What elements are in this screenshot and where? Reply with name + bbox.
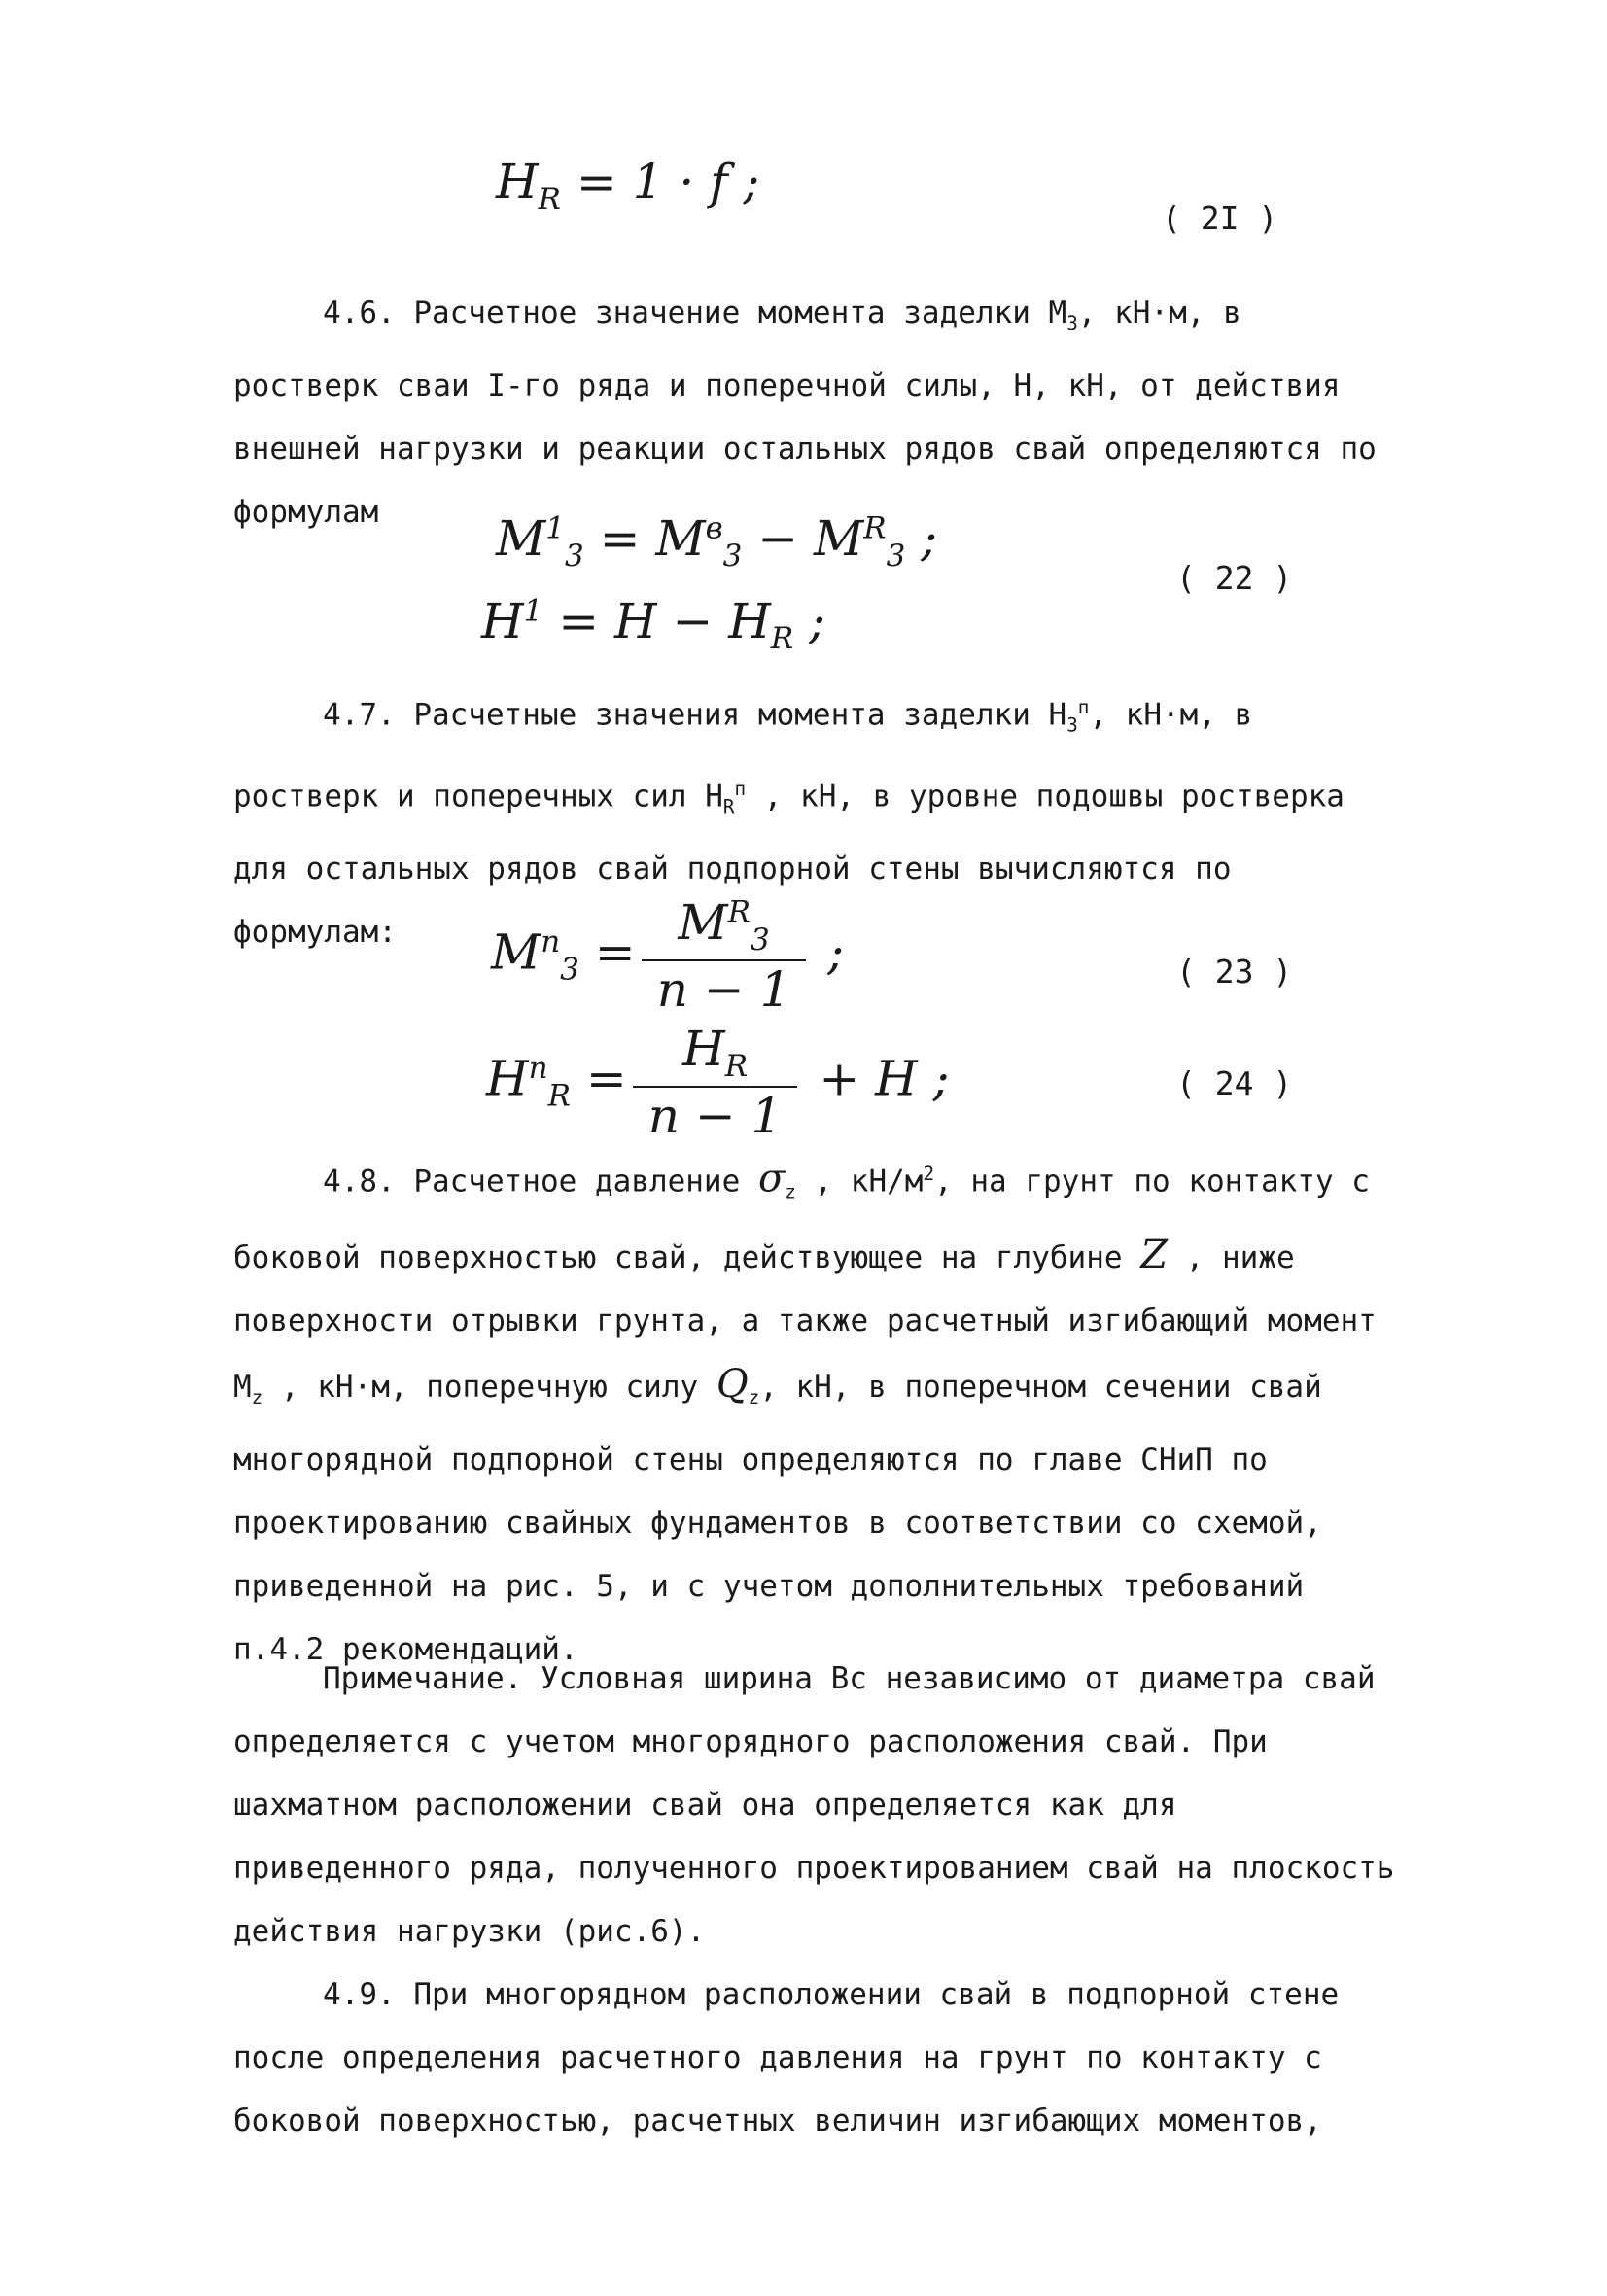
formula-23: $M^n_3$ = $\frac{M^R_3}{n - 1}$ ; [491,894,845,1018]
sigma-symbol: σ [757,1156,786,1201]
equation-number-21: ( 2I ) [1162,199,1278,237]
paragraph-4-7: 4.7. Расчетные значения момента заделки $Н_З^п$, кН·м, в ростверк и поперечных сил $Н_R^п$ , кН, в уровне подошвы ростверка для остальных рядов свай подпорной стены вычисляются по формулам: [233,696,1345,951]
paragraph-4-6: 4.6. Расчетное значение момента заделки $М_З$, кН·м, в ростверк сваи I-го ряда и поперечной силы, Н, кН, от действия внешней нагрузки и реакции остальных рядов свай определяются по формулам [233,296,1377,531]
fraction-23-numerator: $M^R_3$ [678,894,770,957]
note-paragraph: Примечание. Условная ширина Вс независимо от диаметра свай определяется с учетом многорядного расположения свай. При шахматном расположении свай она определяется как для приведенного ряда, полученного проектированием свай на плоскость действия нагрузки (рис.6). [233,1661,1395,1949]
formula-24: $H^n_R$ = $\frac{H_R}{n - 1}$ + H ; [486,1021,950,1144]
paragraph-4-9: 4.9. При многорядном расположении свай в подпорной стене после определения расчетного давления на грунт по контакту с боковой поверхностью, расчетных величин изгибающих моментов, [233,1977,1340,2139]
fraction-24-numerator: $H_R$ [682,1021,749,1084]
fraction-24 [633,1021,798,1144]
fraction-24-denominator: n − 1 [633,1086,798,1144]
formula-22-line-2: $H^1 = H - H_R$ ; [481,593,826,656]
fraction-23-denominator: n − 1 [642,959,807,1018]
formula-21: $H_R = 1 \cdot f$ ; [496,154,760,217]
equation-number-23: ( 23 ) [1176,953,1293,991]
paragraph-4-8: 4.8. Расчетное давление $\sigma_z$ , $кН/м^2$, на грунт по контакту с боковой поверхностью свай, действующее на глубине Z , ниже поверхности отрывки грунта, а также расчетный изгибающий момент $М_z$ , кН·м, поперечную силу $Q_z$, кН, в поперечном сечении свай многорядной подпорной стены определяются по главе СНиП по проектированию свайных фундаментов в соответствии со схемой, приведенной на рис. 5, и с учетом дополнительных требований п.4.2 рекомендаций. [233,1156,1377,1667]
formula-22-line-1: $M^1_3 = M^в_3 - M^R_3$ ; [496,510,938,574]
fraction-23 [642,894,807,1018]
q-symbol: Q [716,1361,749,1407]
equation-number-24: ( 24 ) [1176,1064,1293,1102]
z-symbol: Z [1140,1232,1168,1277]
equation-number-22: ( 22 ) [1176,559,1293,597]
